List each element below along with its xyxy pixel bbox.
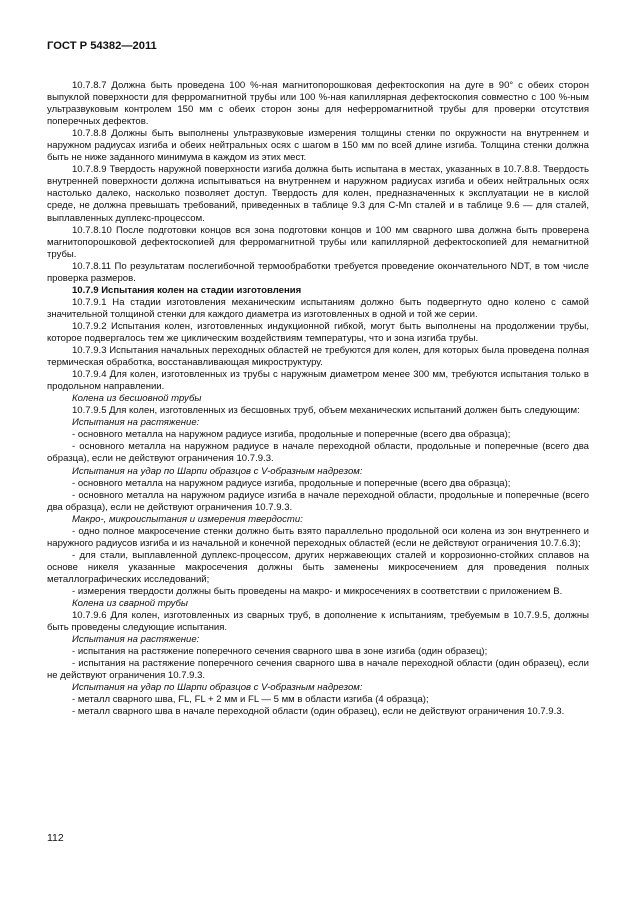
paragraph: 10.7.8.10 После подготовки концов вся зона подготовки концов и 100 мм сварного шва должна быть проверена магнитопорошковой дефектоскопией для ферромагнитной трубы или капиллярной дефектоскопией для немагнитной трубы.	[47, 224, 589, 260]
list-item: - испытания на растяжение поперечного сечения сварного шва в начале переходной области (один образец), если не действуют ограничения 10.7.9.3.	[47, 658, 589, 682]
list-item: - металл сварного шва, FL, FL + 2 мм и FL — 5 мм в области изгиба (4 образца);	[72, 694, 429, 706]
subheading: Макро-, микроиспытания и измерения твердости:	[72, 513, 303, 525]
subheading: Испытания на растяжение:	[72, 417, 200, 429]
subheading: Колена из сварной трубы	[72, 598, 188, 610]
list-item: - металл сварного шва в начале переходной области (один образец), если не действуют ограничения 10.7.9.3.	[72, 706, 565, 718]
list-item: - одно полное макросечение стенки должно быть взято параллельно продольной оси колена из зон внутреннего и наружного радиусов изгиба и из начальной и конечной переходных областей (если не действуют ограничения 10.7.6.3);	[47, 525, 589, 549]
subheading: Колена из бесшовной трубы	[72, 393, 202, 405]
subheading: Испытания на растяжение:	[72, 634, 200, 646]
paragraph: 10.7.8.11 По результатам послегибочной термообработки требуется проведение окончательного NDT, в том числе проверка размеров.	[47, 260, 589, 284]
document-header: ГОСТ Р 54382—2011	[47, 40, 157, 52]
paragraph: 10.7.9.4 Для колен, изготовленных из трубы с наружным диаметром менее 300 мм, требуются испытания только в продольном направлении.	[47, 369, 589, 393]
document-body	[47, 80, 589, 718]
list-item: - испытания на растяжение поперечного сечения сварного шва в зоне изгиба (один образец);	[72, 646, 488, 658]
paragraph: 10.7.9.1 На стадии изготовления механическим испытаниям должно быть подвергнуто одно колено с самой значительной толщиной стенки для каждого диаметра из изготовленных в одной и той же серии.	[47, 296, 589, 320]
paragraph: 10.7.8.7 Должна быть проведена 100 %-ная магнитопорошковая дефектоскопия на дуге в 90° с обеих сторон выпуклой поверхности для ферромагнитной трубы или 100 %-ная капиллярная дефектоскопия совместно с 100 %-ным ультразвуковым контролем 150 мм с обеих сторон зоны для неферромагнитной трубы для проверки отсутствия поперечных дефектов.	[47, 80, 589, 128]
list-item: - для стали, выплавленной дуплекс-процессом, других нержавеющих сталей и коррозионно-стойких сплавов на основе никеля указанные макросечения должны быть заменены микросечением для проведения полных металлографических исследований;	[47, 549, 589, 585]
paragraph: 10.7.9.3 Испытания начальных переходных областей не требуются для колен, для которых была проведена полная термическая обработка, восстанавливающая микроструктуру.	[47, 345, 589, 369]
list-item: - основного металла на наружном радиусе изгиба в начале переходной области, продольные и поперечные (всего два образца), если не действуют ограничения 10.7.9.3.	[47, 489, 589, 513]
page-number: 112	[47, 832, 64, 844]
paragraph: 10.7.9.6 Для колен, изготовленных из сварных труб, в дополнение к испытаниям, требуемым в 10.7.9.5, должны быть проведены следующие испытания.	[47, 610, 589, 634]
list-item: - основного металла на наружном радиусе изгиба, продольные и поперечные (всего два образца);	[72, 477, 511, 489]
subheading: Испытания на удар по Шарпи образцов с V-образным надрезом:	[72, 465, 363, 477]
paragraph: 10.7.9.5 Для колен, изготовленных из бесшовных труб, объем механических испытаний должен быть следующим:	[72, 405, 580, 417]
section-heading: 10.7.9 Испытания колен на стадии изготовления	[72, 284, 302, 296]
paragraph: 10.7.9.2 Испытания колен, изготовленных индукционной гибкой, могут быть выполнены на продолжении трубы, которое подвергалось тем же циклическим воздействиям температуры, что и зона изгиба трубы.	[47, 320, 589, 344]
list-item: - измерения твердости должны быть проведены на макро- и микросечениях в соответствии с приложением В.	[72, 585, 563, 597]
list-item: - основного металла на наружном радиусе в начале переходной области, продольные и поперечные (всего два образца), если не действуют ограничения 10.7.9.3.	[47, 441, 589, 465]
paragraph: 10.7.8.9 Твердость наружной поверхности изгиба должна быть испытана в местах, указанных в 10.7.8.8. Твердость внутренней поверхности должна испытываться на внутреннем и наружном радиусах изгиба и обеих нейтральных осях настолько далеко, насколько позволяет доступ. Твердость для колен, предназначенных к эксплуатации не в кислой среде, не должна превышать требований, приведенных в таблице 9.3 для C-Mn сталей и в таблице 9.6 — для сталей, выплавленных дуплекс-процессом.	[47, 164, 589, 224]
subheading: Испытания на удар по Шарпи образцов с V-образным надрезом:	[72, 682, 363, 694]
paragraph: 10.7.8.8 Должны быть выполнены ультразвуковые измерения толщины стенки по окружности на внутреннем и наружном радиусах изгиба и обеих нейтральных осях с шагом в 150 мм по всей длине изгиба. Толщина стенки должна быть не ниже заданного минимума в каждом из этих мест.	[47, 128, 589, 164]
list-item: - основного металла на наружном радиусе изгиба, продольные и поперечные (всего два образца);	[72, 429, 511, 441]
